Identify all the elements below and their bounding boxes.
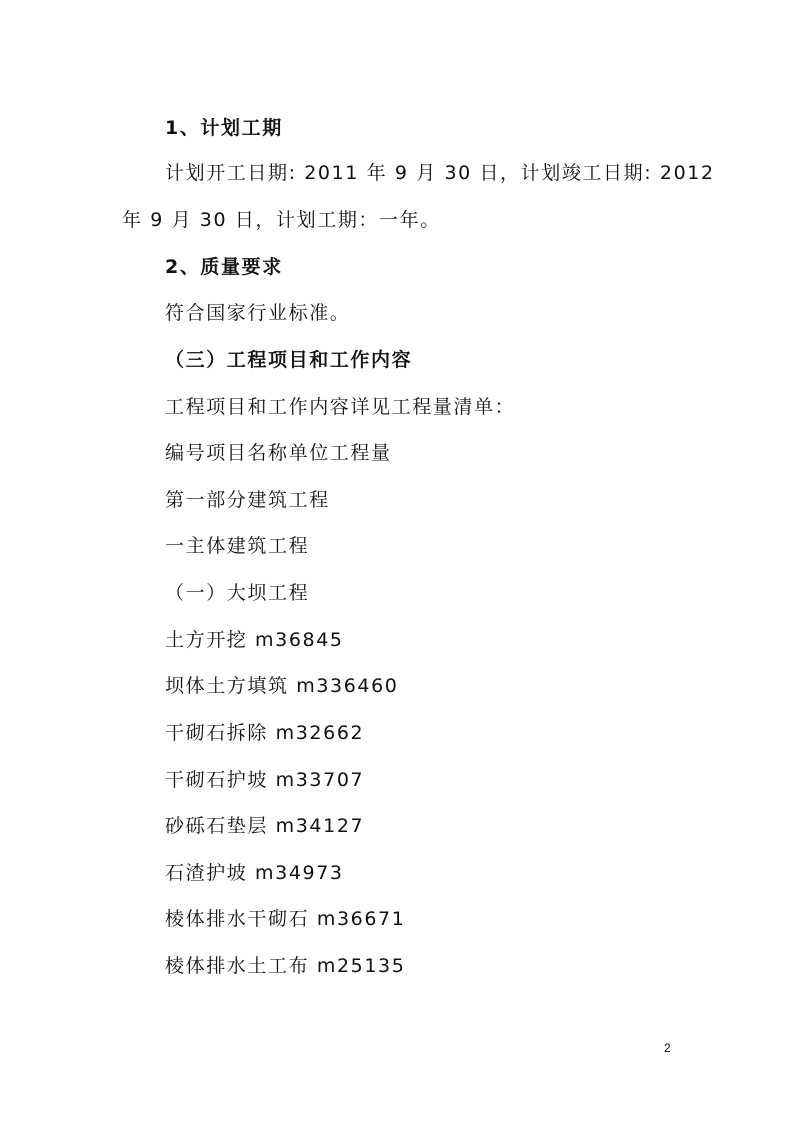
quantity-item: 棱体排水干砌石 m36671 <box>165 908 406 930</box>
main-building-heading: 一主体建筑工程 <box>165 535 310 557</box>
quantity-table-header: 编号项目名称单位工程量 <box>165 442 392 464</box>
section-heading-scope: （三）工程项目和工作内容 <box>165 349 413 371</box>
quantity-item: 土方开挖 m36845 <box>165 629 344 651</box>
page-number: 2 <box>664 1041 671 1055</box>
schedule-text-line-2: 年 9 月 30 日，计划工期：一年。 <box>122 209 441 231</box>
quantity-item: 干砌石拆除 m32662 <box>165 722 365 744</box>
quantity-item: 坝体土方填筑 m336460 <box>165 675 399 697</box>
schedule-text-line-1: 计划开工日期: 2011 年 9 月 30 日，计划竣工日期: 2012 <box>165 162 715 184</box>
quality-text: 符合国家行业标准。 <box>165 302 351 324</box>
section-heading-schedule: 1、计划工期 <box>165 117 283 139</box>
dam-works-heading: （一）大坝工程 <box>165 582 310 604</box>
part-one-heading: 第一部分建筑工程 <box>165 489 330 511</box>
quantity-item: 砂砾石垫层 m34127 <box>165 815 365 837</box>
quantity-item: 棱体排水土工布 m25135 <box>165 955 406 977</box>
quantity-item: 石渣护坡 m34973 <box>165 862 344 884</box>
quantity-item: 干砌石护坡 m33707 <box>165 769 365 791</box>
section-heading-quality: 2、质量要求 <box>165 256 283 278</box>
scope-intro-text: 工程项目和工作内容详见工程量清单： <box>165 396 516 418</box>
